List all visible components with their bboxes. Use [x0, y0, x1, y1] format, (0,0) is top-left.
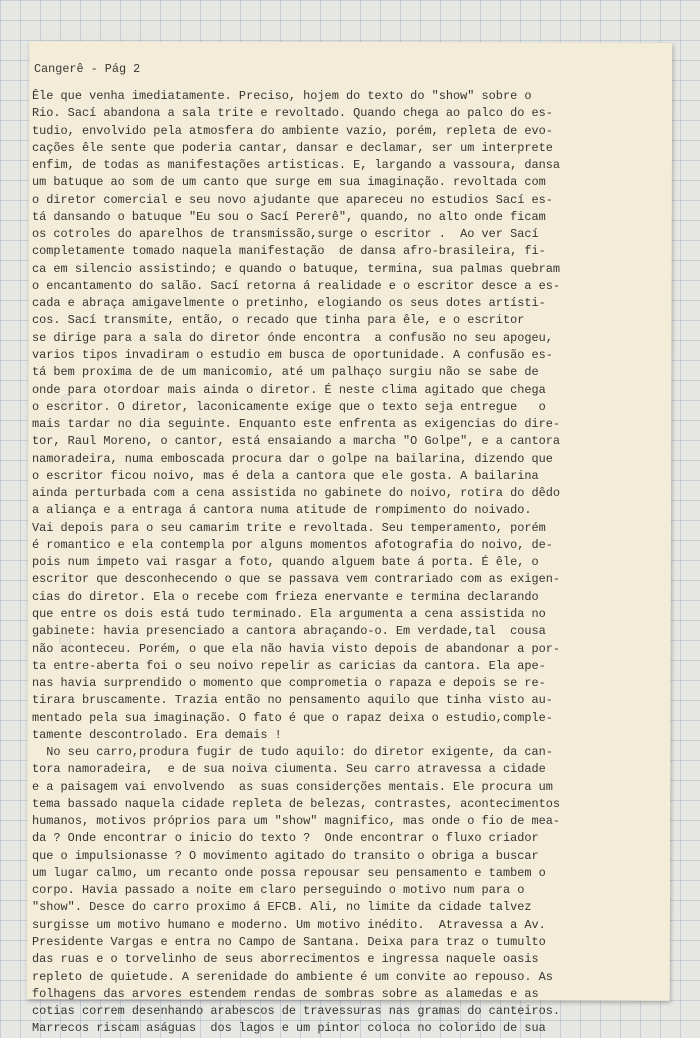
text-line: que entre os dois está tudo terminado. Ela argumenta a cena assistida no — [32, 606, 546, 621]
text-line: é romantico e ela contempla por alguns momentos afotografia do noivo, de- — [32, 537, 553, 552]
text-line: repleto de quietude. A serenidade do ambiente é um convite ao repouso. As — [32, 969, 553, 984]
text-line: um lugar calmo, um recanto onde possa repousar seu pensamento e tambem o — [32, 865, 546, 880]
text-line: onde para otordoar mais ainda o diretor. É neste clima agitado que chega — [32, 382, 546, 397]
text-line: escritor que desconhecendo o que se passava vem contrariado com as exigen- — [32, 572, 561, 587]
text-line: e a paisagem vai envolvendo as suas considerções mentais. Ele procura um — [32, 779, 553, 794]
text-line: cações êle sente que poderia cantar, dansar e declamar, ser um interprete — [32, 140, 553, 155]
text-line: Vai depois para o seu camarim trite e revoltada. Seu temperamento, porém — [32, 520, 546, 535]
text-line: enfim, de todas as manifestações artisticas. E, largando a vassoura, dansa — [32, 158, 561, 173]
text-line: um batuque ao som de um canto que surge em sua imaginação. revoltada com — [32, 175, 546, 190]
text-line: os cotroles do aparelhos de transmissão,surge o escritor . Ao ver Sací — [32, 227, 539, 242]
text-line: Presidente Vargas e entra no Campo de Santana. Deixa para traz o tumulto — [32, 935, 546, 950]
text-line: se dirige para a sala do diretor ónde encontra a confusão no seu apogeu, — [32, 330, 553, 345]
text-line: o escritor ficou noivo, mas é dela a cantora que ele gosta. A bailarina — [32, 468, 539, 483]
text-line: tirara bruscamente. Trazia então no pensamento aquilo que tinha visto au- — [32, 693, 553, 708]
text-line: namoradeira, numa emboscada procura dar o golpe na bailarina, dizendo que — [32, 451, 553, 466]
text-line: cada e abraça amigavelmente o pretinho, elogiando os seus dotes artísti- — [32, 296, 546, 311]
text-line: cotias correm desenhando arabescos de travessuras nas gramas do canteiros. — [32, 1004, 561, 1019]
text-line: Rio. Sací abandona a sala trite e revoltado. Quando chega ao palco do es- — [32, 106, 553, 121]
text-line: tá bem proxima de de um manicomio, até um palhaço surgiu não se sabe de — [32, 365, 539, 380]
text-line: ta entre-aberta foi o seu noivo repelir as caricias da cantora. Ela ape- — [32, 658, 546, 673]
text-line: tamente descontrolado. Era demais ! — [32, 727, 282, 742]
text-line: mentado pela sua imaginação. O fato é que o rapaz deixa o estudio,comple- — [32, 710, 553, 725]
text-line: pois num impeto vai rasgar a foto, quando alguem bate á porta. É êle, o — [32, 555, 539, 570]
text-line: tá dansando o batuque "Eu sou o Sací Pererê", quando, no alto onde ficam — [32, 209, 546, 224]
text-line: a aliança e a entraga á cantora numa atitude de rompimento do noivado. — [32, 503, 532, 518]
text-line: tudio, envolvido pela atmosfera do ambiente vazio, porém, repleta de evo- — [32, 123, 553, 138]
text-line: "show". Desce do carro proximo á EFCB. Ali, no limite da cidade talvez — [32, 900, 532, 915]
text-line: tora namoradeira, e de sua noiva ciumenta. Seu carro atravessa a cidade — [32, 762, 546, 777]
text-line: o encantamento do salão. Sací retorna á realidade e o escritor desce a es- — [32, 278, 561, 293]
text-line: cos. Sací transmite, então, o recado que tinha para êle, e o escritor — [32, 313, 525, 328]
typed-text-body — [32, 88, 632, 1038]
text-line: da ? Onde encontrar o inicio do texto ? Onde encontrar o fluxo criador — [32, 831, 539, 846]
text-line: varios tipos invadiram o estudio em busca de oportunidade. A confusão es- — [32, 347, 553, 362]
text-line: tema bassado naquela cidade repleta de belezas, contrastes, acontecimentos — [32, 796, 561, 811]
text-line: surgisse um motivo humano e moderno. Um motivo inédito. Atravessa a Av. — [32, 917, 546, 932]
text-line: No seu carro,produra fugir de tudo aquilo: do diretor exigente, da can- — [32, 745, 553, 760]
text-line: Êle que venha imediatamente. Preciso, hojem do texto do "show" sobre o — [32, 89, 532, 103]
text-line: corpo. Havia passado a noite em claro perseguindo o motivo num para o — [32, 883, 525, 898]
text-line: o diretor comercial e seu novo ajudante que apareceu no estudios Sací es- — [32, 192, 553, 207]
text-line: ainda perturbada com a cena assistida no gabinete do noivo, rotira do dêdo — [32, 486, 561, 501]
text-line: humanos, motivos próprios para um "show" magnifico, mas onde o fio de mea- — [32, 814, 561, 829]
text-line: não aconteceu. Porém, o que ela não havia visto depois de abandonar a por- — [32, 641, 561, 656]
text-line: cias do diretor. Ela o recebe com frieza enervante e termina declarando — [32, 589, 539, 604]
text-line: nas havia surprendido o momento que comprometia o rapaza e depois se re- — [32, 676, 546, 691]
text-line: tor, Raul Moreno, o cantor, está ensaiando a marcha "O Golpe", e a cantora — [32, 434, 561, 449]
text-line: folhagens das arvores estendem rendas de sombras sobre as alamedas e as — [32, 986, 539, 1001]
text-line: Marrecos riscam aságuas dos lagos e um pintor coloca no colorido de sua — [32, 1021, 546, 1036]
text-line: completamente tomado naquela manifestação de dansa afro-brasileira, fi- — [32, 244, 546, 259]
text-line: ca em silencio assistindo; e quando o batuque, termina, sua palmas quebram — [32, 261, 561, 276]
text-line: mais tardar no dia seguinte. Enquanto este enfrenta as exigencias do dire- — [32, 417, 561, 432]
text-line: gabinete: havia presenciado a cantora abraçando-o. Em verdade,tal cousa — [32, 624, 546, 639]
text-line: que o impulsionasse ? O movimento agitado do transito o obriga a buscar — [32, 848, 539, 863]
text-line: o escritor. O diretor, laconicamente exige que o texto seja entregue o — [32, 399, 546, 414]
page-heading: Cangerê - Pág 2 — [34, 62, 141, 76]
text-line: das ruas e o torvelinho de seus aborrecimentos e ingressa naquele oasis — [32, 952, 539, 967]
